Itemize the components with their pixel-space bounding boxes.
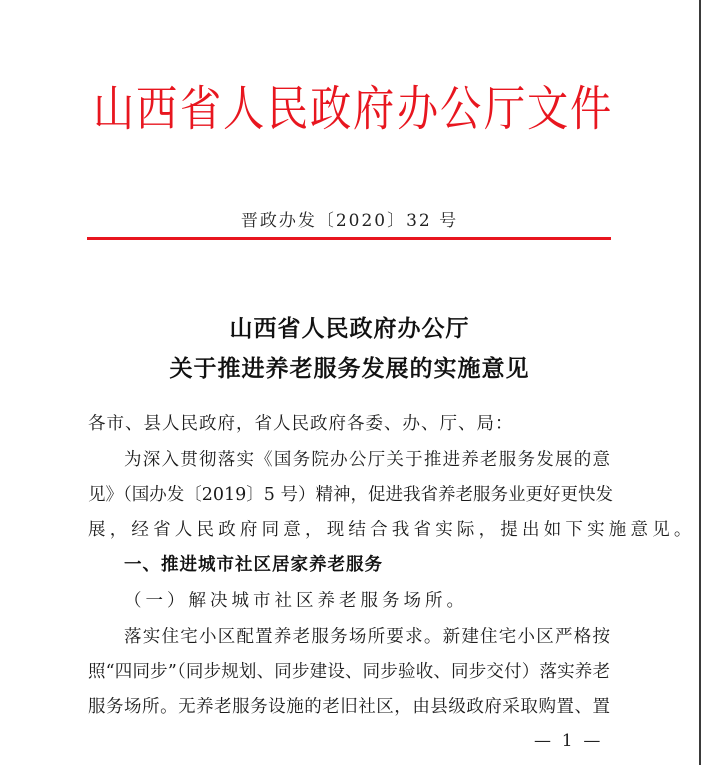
masthead-char: 山 xyxy=(92,81,135,137)
masthead-title xyxy=(90,78,610,140)
intro-line: 为深入贯彻落实《国务院办公厅关于推进养老服务发展的意 xyxy=(124,450,610,470)
paragraph-line: 照“四同步”（同步规划、同步建设、同步验收、同步交付）落实养老 xyxy=(88,662,610,682)
masthead-char: 公 xyxy=(440,81,482,137)
paragraph-line: 落实住宅小区配置养老服务场所要求。新建住宅小区严格按 xyxy=(124,627,610,647)
intro-line: 展，经省人民政府同意，现结合我省实际，提出如下实施意见。 xyxy=(88,520,696,540)
masthead-char: 西 xyxy=(136,81,178,137)
masthead-char: 厅 xyxy=(483,81,525,137)
section-heading: 一、推进城市社区居家养老服务 xyxy=(124,555,383,575)
masthead-char: 民 xyxy=(266,81,308,137)
document-title-line2: 关于推进养老服务发展的实施意见 xyxy=(169,355,530,382)
page-number: — 1 — xyxy=(534,731,601,751)
masthead-char: 办 xyxy=(396,81,439,137)
masthead-char: 人 xyxy=(223,81,265,137)
masthead-char: 府 xyxy=(353,81,395,137)
masthead-char: 文 xyxy=(526,81,569,137)
paragraph-line: 服务场所。无养老服务设施的老旧社区，由县级政府采取购置、置 xyxy=(88,697,610,717)
addressee: 各市、县人民政府，省人民政府各委、办、厅、局： xyxy=(88,414,514,434)
red-divider-rule xyxy=(87,237,611,240)
document-title-line1: 山西省人民政府办公厅 xyxy=(229,315,470,342)
masthead-char: 件 xyxy=(570,81,612,137)
intro-line: 见》（国办发〔2019〕5 号）精神，促进我省养老服务业更好更快发 xyxy=(88,485,613,505)
subsection-heading: （一）解决城市社区养老服务场所。 xyxy=(124,591,468,611)
masthead-char: 政 xyxy=(309,81,352,137)
masthead-char: 省 xyxy=(179,81,222,137)
document-number: 晋政办发〔2020〕32 号 xyxy=(240,211,459,231)
